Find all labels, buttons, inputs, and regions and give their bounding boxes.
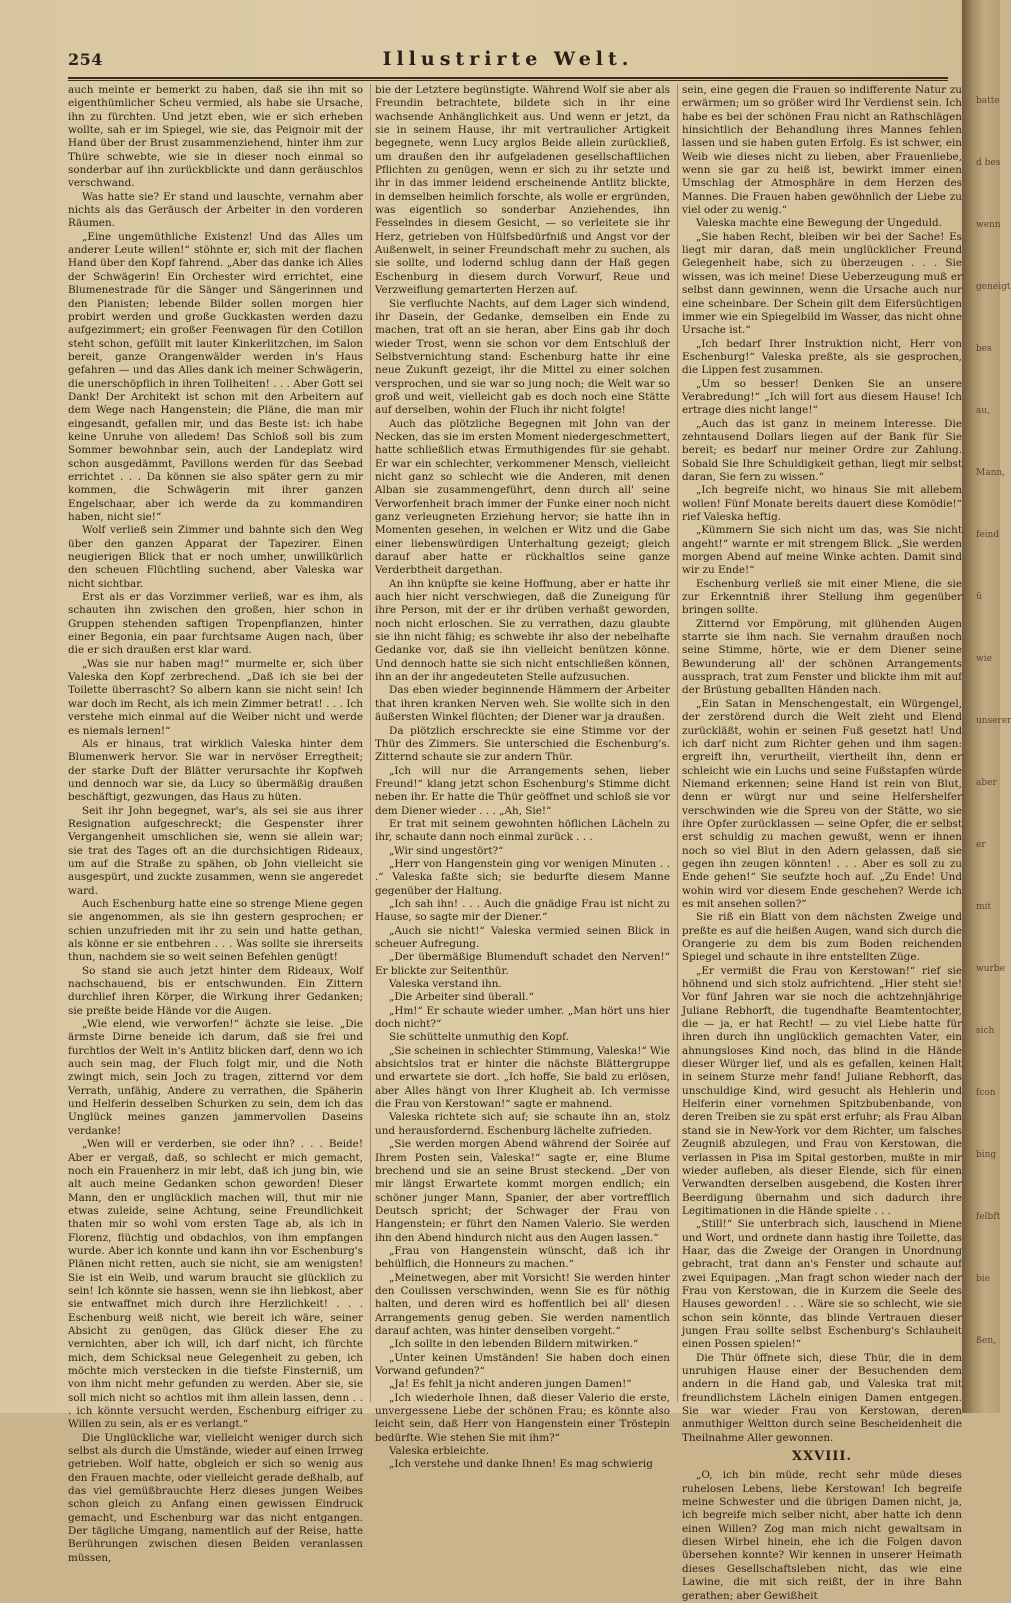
- edge-fragment: sich: [976, 1026, 995, 1036]
- page-number: 254: [68, 50, 103, 69]
- adjacent-page-edge: [962, 0, 1011, 1413]
- paragraph: „Ich verstehe und danke Ihnen! Es mag schwierig: [389, 1458, 653, 1471]
- paragraph: „Er vermißt die Frau von Kerstowan!“ rief sie höhnend und sich stolz aufrichtend. „Hier steht sie! Vor fünf Jahren war sie noch die achtzehnjährige Juliane Rebhorft, die tugendhafte Beamtentochter, die — ja, er hat Recht! — zu viel Liebe hatte für ihren durch ihn unglücklich gemachten Vater, ein ahnungsloses Kind noch, das blind in die Hände dieser Würger lief, und als es gefallen, keinen Halt in seinem Sturze mehr fand! Juliane Rebhorft, das unschuldige Kind, wird gesucht als Hehlerin und Helferin einer vornehmen Spitzbubenbande, von deren Treiben sie zu spät erst erfuhr; als Frau Alban stand sie in New-York vor dem Richter, um falsches Zeugniß abzulegen, und Frau von Kerstowan, die verlassen in Pisa im Spital gestorben, mußte in mir wieder aufleben, als dieser Elende, sich für einen Verwandten derselben ausgebend, die Kosten ihrer Beerdigung übernahm und sich dadurch ihre Legitimationen in die Hände spielte . . .: [682, 964, 962, 1217]
- paragraph: „O, ich bin müde, recht sehr müde dieses ruhelosen Lebens, liebe Kerstowan! Ich begreife meine Schwester und die übrigen Damen nicht, ja, ich begreife mich selber nicht, aber hatte ich denn einen Willen? Zog man mich nicht gewaltsam in diesen Wirbel hinein, ehe ich die Folgen davon übersehen konnte? Wir kennen in unserer Heimath dieses Gesellschaftsleben nicht, das wie eine Lawine, die mit sich reißt, der in ihre Bahn gerathen; aber Gewißheit: [682, 1469, 962, 1602]
- edge-fragment: d bes: [976, 158, 1001, 168]
- edge-fragment: mit: [976, 902, 992, 912]
- paragraph: „Ein Satan in Menschengestalt, ein Würgengel, der zerstörend durch die Welt zieht und Elend zurückläßt, wohin er seinen Fuß gesetzt hat! Und ich darf nicht zum Richter gehen und ihm sagen: ergreift ihn, verurtheilt, viertheilt ihn, denn er schleicht wie ein Luchs und seine Fußstapfen würde Niemand erkennen; seine Hand ist rein von Blut, denn er würgt nur und seine Helfershelfer verschwinden wie die Spreu von der Stätte, wo sie ihre Opfer zurücklassen — seine Opfer, die er selbst erst schuldig zu machen gewußt, wenn er ihnen noch so viel Blut in den Adern gelassen, daß sie gegen ihn zeugen könnten! . . . Aber es soll zu zu Ende gehen!“ Sie seufzte hoch auf. „Zu Ende! Und wohin wird vor diesem Ende geschehen? Werde ich es mit ansehen sollen?“: [682, 697, 962, 910]
- paragraph: „Meinetwegen, aber mit Vorsicht! Sie werden hinter den Coulissen verschwinden, wenn Sie es für nöthig halten, und deren wird es hoffentlich bei all' diesen Arrangements genug geben. Sie werden namentlich darauf achten, was hinter denselben vorgeht.“: [375, 1271, 670, 1337]
- paragraph: Sie riß ein Blatt von dem nächsten Zweige und preßte es auf die heißen Augen, wand sich durch die Orangerie zu dem bis zum Boden reichenden Spiegel und schaute in ihre entstellten Züge.: [682, 911, 962, 964]
- paragraph: Die Unglückliche war, vielleicht weniger durch sich selbst als durch die Umstände, wieder auf einen Irrweg getrieben. Wolf hatte, obgleich er sich so wenig aus den Frauen machte, oder vielleicht gerade deßhalb, auf das viel gemüßbrauchte Herz dieses jungen Weibes schon gleich zu Anfang einen gewissen Eindruck gemacht, und Eschenburg war das nicht entgangen. Der tägliche Umgang, namentlich auf der Reise, hatte Berührungen zwischen diesen Beiden veranlassen müssen,: [68, 1431, 363, 1564]
- paragraph: „Ja! Es fehlt ja nicht anderen jungen Damen!“: [389, 1378, 632, 1391]
- paragraph: Er trat mit seinem gewohnten höflichen Lächeln zu ihr, schaute dann noch einmal zurück . . .: [375, 817, 670, 844]
- text-column-2: [375, 84, 670, 1471]
- paragraph: Sie verfluchte Nachts, auf dem Lager sich windend, ihr Dasein, der Gedanke, demselben ein Ende zu machen, trat oft an sie heran, aber Eins gab ihr doch wieder Trost, wenn sie schon vor dem Entschluß der Selbstvernichtung stand: Eschenburg hatte ihr eine neue Zukunft gezeigt, ihr die Mittel zu einer solchen versprochen, und sie war so jung noch; die Welt war so groß und weit, vielleicht gab es doch noch eine Stätte auf derselben, wohin der Fluch ihr nicht folgte!: [375, 297, 670, 417]
- paragraph: „Auch sie nicht!“ Valeska vermied seinen Blick in scheuer Aufregung.: [375, 924, 670, 950]
- paragraph: „Frau von Hangenstein wünscht, daß ich ihr behülflich, die Honneurs zu machen.“: [375, 1244, 670, 1271]
- paragraph: „Unter keinen Umständen! Sie haben doch einen Vorwand gefunden?“: [375, 1351, 670, 1377]
- paragraph: An ihn knüpfte sie keine Hoffnung, aber er hatte ihr auch hier nicht verschwiegen, daß die Zuneigung für ihre Person, mit der er ihr drüben verhaßt geworden, noch nicht erloschen. Sie zu verrathen, dazu glaubte sie ihn nicht fähig; es schwebte ihr also der nebelhafte Gedanke vor, daß sie ihn vielleicht benützen könne. Und dennoch hatte sie sich nicht entschließen können, ihn an der ihr angedeuteten Stelle aufzusuchen.: [375, 577, 670, 684]
- paragraph: „Ich bedarf Ihrer Instruktion nicht, Herr von Eschenburg!“ Valeska preßte, als sie gesprochen, die Lippen fest zusammen.: [682, 337, 962, 377]
- paragraph: „Ich wiederhole Ihnen, daß dieser Valerio die erste, unvergessene Liebe der schönen Frau; es könnte also leicht sein, daß Herr von Hangenstein einer Tröstерin bedürfte. Wie stehen Sie mit ihm?“: [375, 1391, 670, 1444]
- paragraph: auch meinte er bemerkt zu haben, daß sie ihn mit so eigenthümlicher Scheu vermied, als habe sie Ursache, ihn zu fürchten. Und jetzt eben, wie er sich erheben wollte, sah er im Spiegel, wie sie, das Peignoir mit der Hand über der Brust zusammenziehend, hinter ihm zur Thüre schwebte, wie sie in dieser noch einmal so sonderbar auf ihn zurückblickte und dann geräuschlos verschwand.: [68, 84, 363, 190]
- paragraph: Die Thür öffnete sich, diese Thür, die in dem unruhigen Hause einer der Besuchenden dem andern in die Hand gab, und Valeska trat mit freundlichstem Lächeln einigen Damen entgegen. Sie war wieder Frau von Kerstowan, deren anmuthiger Weltton durch seine Bescheidenheit die Theilnahme Aller gewonnen.: [682, 1351, 962, 1444]
- paragraph: „Sie haben Recht, bleiben wir bei der Sache! Es liegt mir daran, daß mein unglücklicher Freund Gelegenheit habe, sich zu überzeugen . . . Sie wissen, was ich meine! Diese Ueberzeugung muß er selbst dann gewinnen, wenn die Ursache auch nur eine scheinbare. Der Schein gilt dem Eifersüchtigen immer wie ein Spiegelbild im Wasser, das nicht ohne Ursache ist.“: [682, 230, 962, 337]
- paragraph: „Hm!“ Er schaute wieder umher. „Man hört uns hier doch nicht?“: [375, 1004, 670, 1031]
- paragraph: „Die Arbeiter sind überall.“: [389, 991, 534, 1004]
- edge-fragment: wurbe: [976, 964, 1005, 974]
- paragraph: „Der übermäßige Blumenduft schadet den Nerven!“ Er blickte zur Seitenthür.: [375, 951, 670, 977]
- paragraph: Erst als er das Vorzimmer verließ, war es ihm, als schauten ihn zwischen den großen, hier schon in Gruppen stehenden saftigen Tropenpflanzen, hinter einer Begonia, ein paar furchtsame Augen nach, über die er sich draußen erst klar ward.: [68, 591, 363, 657]
- chapter-heading: XXVIII.: [791, 1449, 853, 1465]
- paragraph: „Sie scheinen in schlechter Stimmung, Valeska!“ Wie absichtslos trat er hinter die nächste Blättergruppe und erwartete sie dort. „Ich hoffe, Sie bald zu erlösen, aber Alles hängt von Ihrer Klugheit ab. Ich vermisse die Frau von Kerstowan!“ sagte er mahnend.: [375, 1044, 670, 1111]
- paragraph: Auch Eschenburg hatte eine so strenge Miene gegen sie angenommen, als sie ihn gestern gesprochen; er schien unzufrieden mit ihr zu sein und hatte gethan, als könne er sie entbehren . . . Was sollte sie ihrerseits thun, nachdem sie so weit seinen Befehlen genügt!: [68, 897, 363, 964]
- edge-fragment: wie: [976, 654, 992, 664]
- paragraph: Sie schüttelte unmuthig den Kopf.: [389, 1031, 569, 1044]
- edge-fragment: felbft: [976, 1212, 1001, 1222]
- paragraph: Valeska verstand ihn.: [389, 978, 502, 991]
- paragraph: Da plötzlich erschreckte sie eine Stimme vor der Thür des Zimmers. Sie unterschied die Eschenburg's. Zitternd schaute sie zur andern Thür.: [375, 724, 670, 764]
- paragraph: „Herr von Hangenstein ging vor wenigen Minuten . . .“ Valeska faßte sich; sie bedurfte diesem Manne gegenüber der Haltung.: [375, 857, 670, 897]
- paragraph: Was hatte sie? Er stand und lauschte, vernahm aber nichts als das Geräusch der Arbeiter in den vorderen Räumen.: [68, 190, 363, 230]
- paragraph: „Was sie nur haben mag!“ murmelte er, sich über Valeska den Kopf zerbrechend. „Daß ich sie bei der Toilette überrascht? So albern kann sie nicht sein! Ich war doch im Recht, als ich mein Zimmer betrat! . . . Ich verstehe mich einmal auf die Weiber nicht und werde es niemals lernen!“: [68, 657, 363, 737]
- column-divider: [677, 84, 678, 1402]
- text-column-1: [68, 84, 363, 1564]
- edge-fragment: au,: [976, 406, 991, 416]
- paragraph: bie der Letztere begünstigte. Während Wolf sie aber als Freundin betrachtete, bildete sich in ihr eine wachsende Anhänglichkeit aus. Und wenn er jetzt, da sie in seinem Hause, ihr mit vertraulicher Artigkeit begegnete, wenn Lucy arglos Beide allein zurückließ, um draußen den ihr aufgeladenen gesellschaftlichen Pflichten zu genügen, wenn er sich zu ihr setzte und ihr in das immer leidend erscheinende Antlitz blickte, in demselben heimlich forschte, als wolle er ergründen, was eigentlich so sonderbar Anziehendes, ihn Fesselndes in diesem Gesicht, — so verleitete sie ihr Herz, getrieben von Hülfsbedürfniß und Angst vor der Außenwelt, in seiner Freundschaft mehr zu suchen, als sie sollte, und lodernd schlug dann der Haß gegen Eschenburg in diesem durch Vorwurf, Reue und Verzweiflung gemarterten Herzen auf.: [375, 84, 670, 297]
- paragraph: „Wie elend, wie verworfen!“ ächzte sie leise. „Die ärmste Dirne beneide ich darum, daß sie frei und furchtlos der Welt in's Antlitz blicken darf, denn wo ich auch sein mag, der Fluch folgt mir, und die Noth zwingt mich, sein Joch zu tragen, zitternd vor dem Verrath, unfähig, Andere zu verrathen, die Späherin und Helferin desselben Schurken zu sein, dem ich das Unglück meines ganzen jammervollen Daseins verdanke!: [68, 1018, 363, 1137]
- paragraph: „Still!“ Sie unterbrach sich, lauschend in Miene und Wort, und ordnete dann hastig ihre Toilette, das Haar, das die Zweige der Orangen in Unordnung gebracht, trat dann an's Fenster und schaute auf zwei Equipagen. „Man fragt schon wieder nach der Frau von Kerstowan, die in Kurzem die Seele des Hauses geworden! . . . Wäre sie so schlecht, wie sie schon sein könnte, das blinde Vertrauen dieser jungen Frau sollte selbst Eschenburg's Schlauheit einen Possen spielen!“: [682, 1218, 962, 1351]
- edge-fragment: ßen,: [976, 1336, 996, 1346]
- paragraph: Valeska richtete sich auf; sie schaute ihn an, stolz und herausfordernd. Eschenburg lächelte zufrieden.: [375, 1111, 670, 1137]
- paragraph: Als er hinaus, trat wirklich Valeska hinter dem Blumenwerk hervor. Sie war in nervöser Erregtheit; der starke Duft der Blätter verursachte ihr Kopfweh und dennoch war sie, da Lucy so übermäßig draußen beschäftigt, gezwungen, das Haus zu hüten.: [68, 737, 363, 804]
- paragraph: „Ich will nur die Arrangements sehen, lieber Freund!“ klang jetzt schon Eschenburg's Stimme dicht neben ihr. Er hatte die Thür geöffnet und schloß sie vor dem Diener wieder . . . „Ah, Sie!“: [375, 764, 670, 817]
- edge-fragment: wenn: [976, 220, 1001, 230]
- edge-fragment: bing: [976, 1150, 997, 1160]
- text-column-3: [682, 84, 962, 1602]
- paragraph: „Auch das ist ganz in meinem Interesse. Die zehntausend Dollars liegen auf der Bank für Sie bereit; es bedarf nur meiner Ordre zur Zahlung. Sobald Sie Ihre Schuldigkeit gethan, liegt mir selbst daran, Sie fern zu wissen.“: [682, 417, 962, 483]
- header-rule-thin: [68, 80, 948, 81]
- paragraph: „Ich begreife nicht, wo hinaus Sie mit allebem wollen! Fünf Monate bereits dauert diese Komödie!“ rief Valeska heftig.: [682, 484, 962, 523]
- paragraph: Valeska machte eine Bewegung der Ungeduld.: [696, 217, 942, 230]
- paragraph: Seit ihr John begegnet, war's, als sei sie aus ihrer Resignation aufgeschreckt; die Gespenster ihrer Vergangenheit umschlichen sie, wenn sie allein war; sie trat des Tages oft an die durchsichtigen Rideaux, um auf die Straße zu spähen, ob John vielleicht sie ausgespürt, und zuckte zusammen, wenn sie angeredet ward.: [68, 804, 363, 897]
- paragraph: Eschenburg verließ sie mit einer Miene, die sie zur Erkenntniß ihrer Stellung ihm gegenüber bringen sollte.: [682, 577, 962, 617]
- edge-fragment: Mann,: [976, 468, 1006, 478]
- paragraph: So stand sie auch jetzt hinter dem Rideaux, Wolf nachschauend, bis er entschwunden. Ein Zittern durchlief ihren Körper, die Wirkung ihrer Gedanken; sie preßte beide Hände vor die Augen.: [68, 964, 363, 1017]
- edge-fragment: geneigt: [976, 282, 1011, 292]
- edge-fragment: ü: [976, 592, 982, 602]
- edge-fragment: bes: [976, 344, 992, 354]
- paragraph: „Wen will er verderben, sie oder ihn? . . . Beide! Aber er vergaß, daß, so schlecht er mich gemacht, noch ein Frauenherz in mir lebt, daß ich jung bin, wie alt auch meine Gedanken schon geworden! Dieser Mann, den er unglücklich machen will, thut mir nie etwas zuleide, seine Achtung, seine Freundlichkeit thaten mir so wohl vom ersten Tage ab, als ich in Florenz, flüchtig und obdachlos, von ihm empfangen wurde. Aber ich konnte und kann ihn vor Eschenburg's Plänen nicht retten, auch sie nicht, sie am wenigsten! Sie ist ein Weib, und warum braucht sie glücklich zu sein! Ich könnte sie hassen, wenn sie ihn liebkost, aber sie entwaffnet mich durch ihre Herzlichkeit! . . . Eschenburg weiß nicht, wie bereit ich wäre, seiner Absicht zu genügen, das Glück dieser Ehe zu vernichten, aber ich will, ich darf nicht, ich fürchte mich, dem Schicksal neue Gelegenheit zu geben, ich möchte mich verstecken in die tiefste Finsterniß, um von ihm nicht mehr gefunden zu werden. Aber sie, sie soll mich nicht so achtlos mit ihm allein lassen, denn . . . ich könnte versucht werden, Eschenburg eifriger zu Willen zu sein, als er es verlangt.“: [68, 1138, 363, 1431]
- edge-fragment: er: [976, 840, 986, 850]
- edge-fragment: feind: [976, 530, 1000, 540]
- paragraph: „Sie werden morgen Abend während der Soirée auf Ihrem Posten sein, Valeska!“ sagte er, eine Blume brechend und sie an seine Brust steckend. „Der von mir längst Erwartete kommt morgen endlich; ein schöner junger Mann, Spanier, der aber vortrefflich Deutsch spricht; der Schwager der Frau von Hangenstein; er führt den Namen Valerio. Sie werden ihn den Abend hindurch nicht aus den Augen lassen.“: [375, 1138, 670, 1244]
- column-divider: [370, 84, 371, 1402]
- paragraph: „Ich sollte in den lebenden Bildern mitwirken.“: [389, 1338, 639, 1351]
- paragraph: „Ich sah ihn! . . . Auch die gnädige Frau ist nicht zu Hause, so sagte mir der Diener.“: [375, 897, 670, 924]
- edge-fragment: aber: [976, 778, 997, 788]
- paragraph: Wolf verließ sein Zimmer und bahnte sich den Weg über den ganzen Apparat der Tapezirer. Einen neugierigen Blick that er noch umher, unwillkürlich den scheuen Flüchtling suchend, aber Valeska war nicht sichtbar.: [68, 524, 363, 590]
- header-rule: [68, 77, 948, 79]
- paragraph: „Kümmern Sie sich nicht um das, was Sie nicht angeht!“ warnte er mit strengem Blick. „Sie werden morgen Abend auf meine Winke achten. Damit sind wir zu Ende!“: [682, 524, 962, 577]
- paragraph: „Um so besser! Denken Sie an unsere Verabredung!“ „Ich will fort aus diesem Hause! Ich ertrage dies nicht lange!“: [682, 377, 962, 417]
- edge-fragment: bie: [976, 1274, 990, 1284]
- paragraph: sein, eine gegen die Frauen so indifferente Natur zu erwärmen; um so größer wird Ihr Verdienst sein. Ich habe es bei der schönen Frau nicht an Rathschlägen hinsichtlich der Behandlung ihres Mannes fehlen lassen und sie haben guten Erfolg. Es ist schwer, ein Weib wie dieses nicht zu lieben, aber Frauenliebe, wenn sie gar zu heiß ist, bewirkt immer einen Umschlag der Atmosphäre in dem Herzen des Mannes. Die Frauen haben gewöhnlich der Liebe zu viel oder zu wenig.“: [682, 84, 962, 217]
- paragraph: Zitternd vor Empörung, mit glühenden Augen starrte sie ihm nach. Sie vernahm draußen noch seine Stimme, hörte, wie er dem Diener seine Bewunderung all' der schönen Arrangements aussprach, trat zum Fenster und blickte ihm mit auf der Brüstung geballten Händen nach.: [682, 617, 962, 697]
- page-header: [68, 50, 948, 76]
- paragraph: Valeska erbleichte.: [389, 1445, 490, 1458]
- edge-fragment: batte: [976, 96, 1000, 106]
- paragraph: Auch das plötzliche Begegnen mit John van der Necken, das sie im ersten Moment niedergeschmettert, hatte schließlich etwas Ermuthigendes für sie gehabt. Er war ein schlechter, verkommener Mensch, vielleicht nicht ganz so schlecht wie die Anderen, mit denen Alban sie zusammengeführt, denn durch all' seine Verworfenheit brach immer der Funke einer noch nicht ganz verleugneten Erziehung hervor; sie hatte ihn in Momenten gesehen, in welchen er Witz und die Gabe einer liebenswürdigen Unterhaltung gezeigt; gleich darauf aber hatte er rückhaltlos seine ganze Verderbtheit dargethan.: [375, 417, 670, 577]
- paragraph: „Eine ungemüthliche Existenz! Und das Alles um anderer Leute willen!“ stöhnte er, sich mit der flachen Hand über den Kopf fahrend. „Aber das danke ich Alles der Schwägerin! Ein Orchester wird errichtet, eine Blumenestrade für die Sänger und Sängerinnen und den Pianisten; lebende Bilder sollen morgen hier probirt werden und große Guckkasten werden dazu aufgezimmert; ein großer Feenwagen für den Cotillon steht schon, gefüllt mit lauter Kinkerlitzchen, im Salon bereit, ganze Orangenwälder werden in's Haus gefahren — und das Alles dank ich meiner Schwägerin, die unerschöpflich in ihren Tollheiten! . . . Aber Gott sei Dank! Der Architekt ist schon mit den Arbeitern auf dem Wege nach Hangenstein; die Pläne, die man mir eingesandt, gefallen mir, und das Beste ist: ich habe keine Unruhe von alledem! Das Schloß soll bis zum Sommer bewohnbar sein, auch der Landeplatz wird schon ausgedämmt, Pavillons werden für das Seebad errichtet . . . Da können sie also später gern zu mir kommen, die Schwägerin mit ihrer ganzen Engelschaar, aber ich werde da zu kommandiren haben, nicht sie!“: [68, 230, 363, 523]
- paragraph: „Wir sind ungestört?“: [389, 844, 504, 857]
- journal-title: Illustrirte Welt.: [382, 48, 634, 70]
- paragraph: Das eben wieder beginnende Hämmern der Arbeiter that ihren kranken Nerven weh. Sie wollte sich in den äußersten Winkel flüchten; der Diener war ja draußen.: [375, 684, 670, 724]
- edge-fragment: unserer: [976, 716, 1011, 726]
- edge-fragment: fcon: [976, 1088, 996, 1098]
